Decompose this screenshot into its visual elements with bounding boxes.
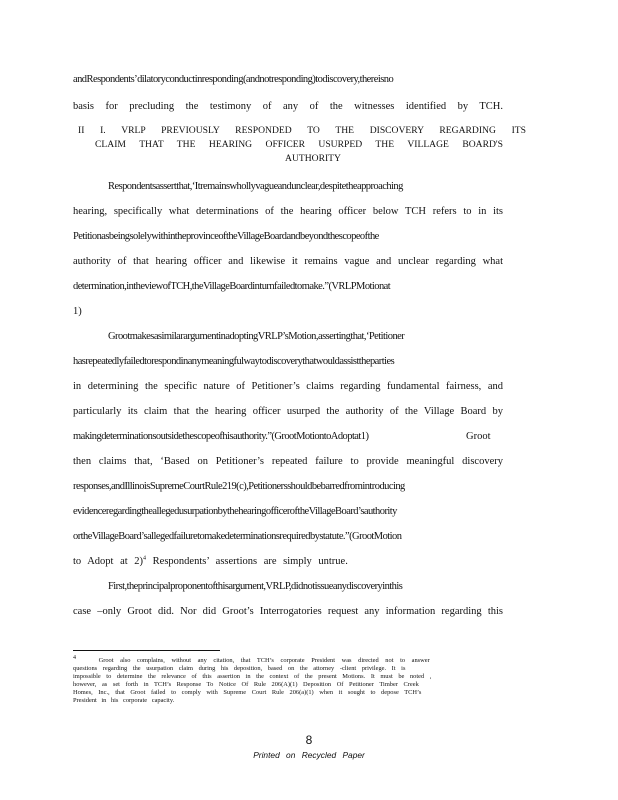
body-line: makingdeterminationsoutsidethescopeofhisauthority.”(GrootMotiontoAdoptat1) — [73, 431, 369, 442]
footnote-rule — [73, 650, 220, 651]
body-line: authority of that hearing officer and likewise it remains vague and unclear regarding what — [73, 256, 503, 267]
body-line — [73, 555, 473, 568]
body-line: 1) — [73, 306, 82, 317]
body-line: basis for precluding the testimony of any of the witnesses identified by TCH. — [73, 101, 503, 112]
body-line: Groot — [466, 431, 491, 442]
page-footer: Printed on Recycled Paper — [253, 750, 365, 760]
page-number: 8 — [305, 733, 313, 747]
body-line: GrootmakesasimilarargumentinadoptingVRLP’sMotion,assertingthat,‘Petitioner — [108, 331, 405, 342]
body-line: Respondentsassertthat,‘Itremainswhollyvagueandunclear,despitetheapproaching — [108, 181, 403, 192]
body-line: hasrepeatedlyfailedtorespondinanymeaningfulwaytodiscoverythatwouldassisttheparties — [73, 356, 395, 367]
body-line: ortheVillageBoard’sallegedfailuretomakedeterminationsrequiredbystatute.”(GrootMotion — [73, 531, 402, 542]
body-text: to Adopt at 2) — [73, 556, 144, 567]
body-line: then claims that, ‘Based on Petitioner’s repeated failure to provide meaningful discovery — [73, 456, 503, 467]
footnote-marker: 4 — [73, 654, 76, 661]
section-heading-line-3: AUTHORITY — [285, 153, 341, 164]
footnote-line: questions regarding the usurpation claim during his deposition, based on the attorney -client privilege. It is — [73, 665, 406, 672]
body-line: PetitionasbeingsolelywithintheprovinceoftheVillageBoardandbeyondthescopeofthe — [73, 231, 379, 242]
body-line: First,theprincipalproponentofthisargument,VRLP,didnotissueanydiscoveryinthis — [108, 581, 403, 592]
body-line: determination,intheviewofTCH,theVillageBoardinturnfailedtomake.”(VRLPMotionat — [73, 281, 391, 292]
body-line: evidenceregardingtheallegedusurpationbythehearingofficeroftheVillageBoard’sauthority — [73, 506, 397, 517]
footnote-line: however, as set forth in TCH’s Response To Notice Of Rule 206(A)(1) Deposition Of Petitioner Timber Creek — [73, 681, 419, 688]
body-text: Respondents’ assertions are simply untrue. — [152, 556, 348, 567]
body-line: particularly its claim that the hearing officer usurped the authority of the Village Board by — [73, 406, 503, 417]
section-heading-line-2: CLAIM THAT THE HEARING OFFICER USURPED THE VILLAGE BOARD'S — [95, 139, 503, 150]
body-line: andRespondents’dilatoryconductinresponding(andnotresponding)todiscovery,thereisno — [73, 74, 394, 85]
footnote-line: Homes, Inc., that Groot failed to comply with Supreme Court Rule 206(a)(1) when it sought to depose TCH’s — [73, 689, 422, 696]
footnote-line: President in his corporate capacity. — [73, 697, 175, 704]
footnote-line: impossible to determine the relevance of this assertion in the context of the present Motions. It must be noted , — [73, 673, 432, 680]
body-line: hearing, specifically what determinations of the hearing officer below TCH refers to in its — [73, 206, 503, 217]
footnote-ref: 4 — [143, 555, 147, 562]
footnote-text: Groot also complains, without any citation, that TCH’s corporate President was directed not to answer — [98, 657, 430, 664]
body-line: responses,andIllinoisSupremeCourtRule219(c),Petitionersshouldbebarredfromintroducing — [73, 481, 405, 492]
body-line: in determining the specific nature of Petitioner’s claims regarding fundamental fairness, and — [73, 381, 503, 392]
section-heading-line-1: II I. VRLP PREVIOUSLY RESPONDED TO THE DISCOVERY REGARDING ITS — [78, 125, 526, 136]
footnote-line — [73, 654, 533, 665]
body-line: case –only Groot did. Nor did Groot’s Interrogatories request any information regarding this — [73, 606, 503, 617]
